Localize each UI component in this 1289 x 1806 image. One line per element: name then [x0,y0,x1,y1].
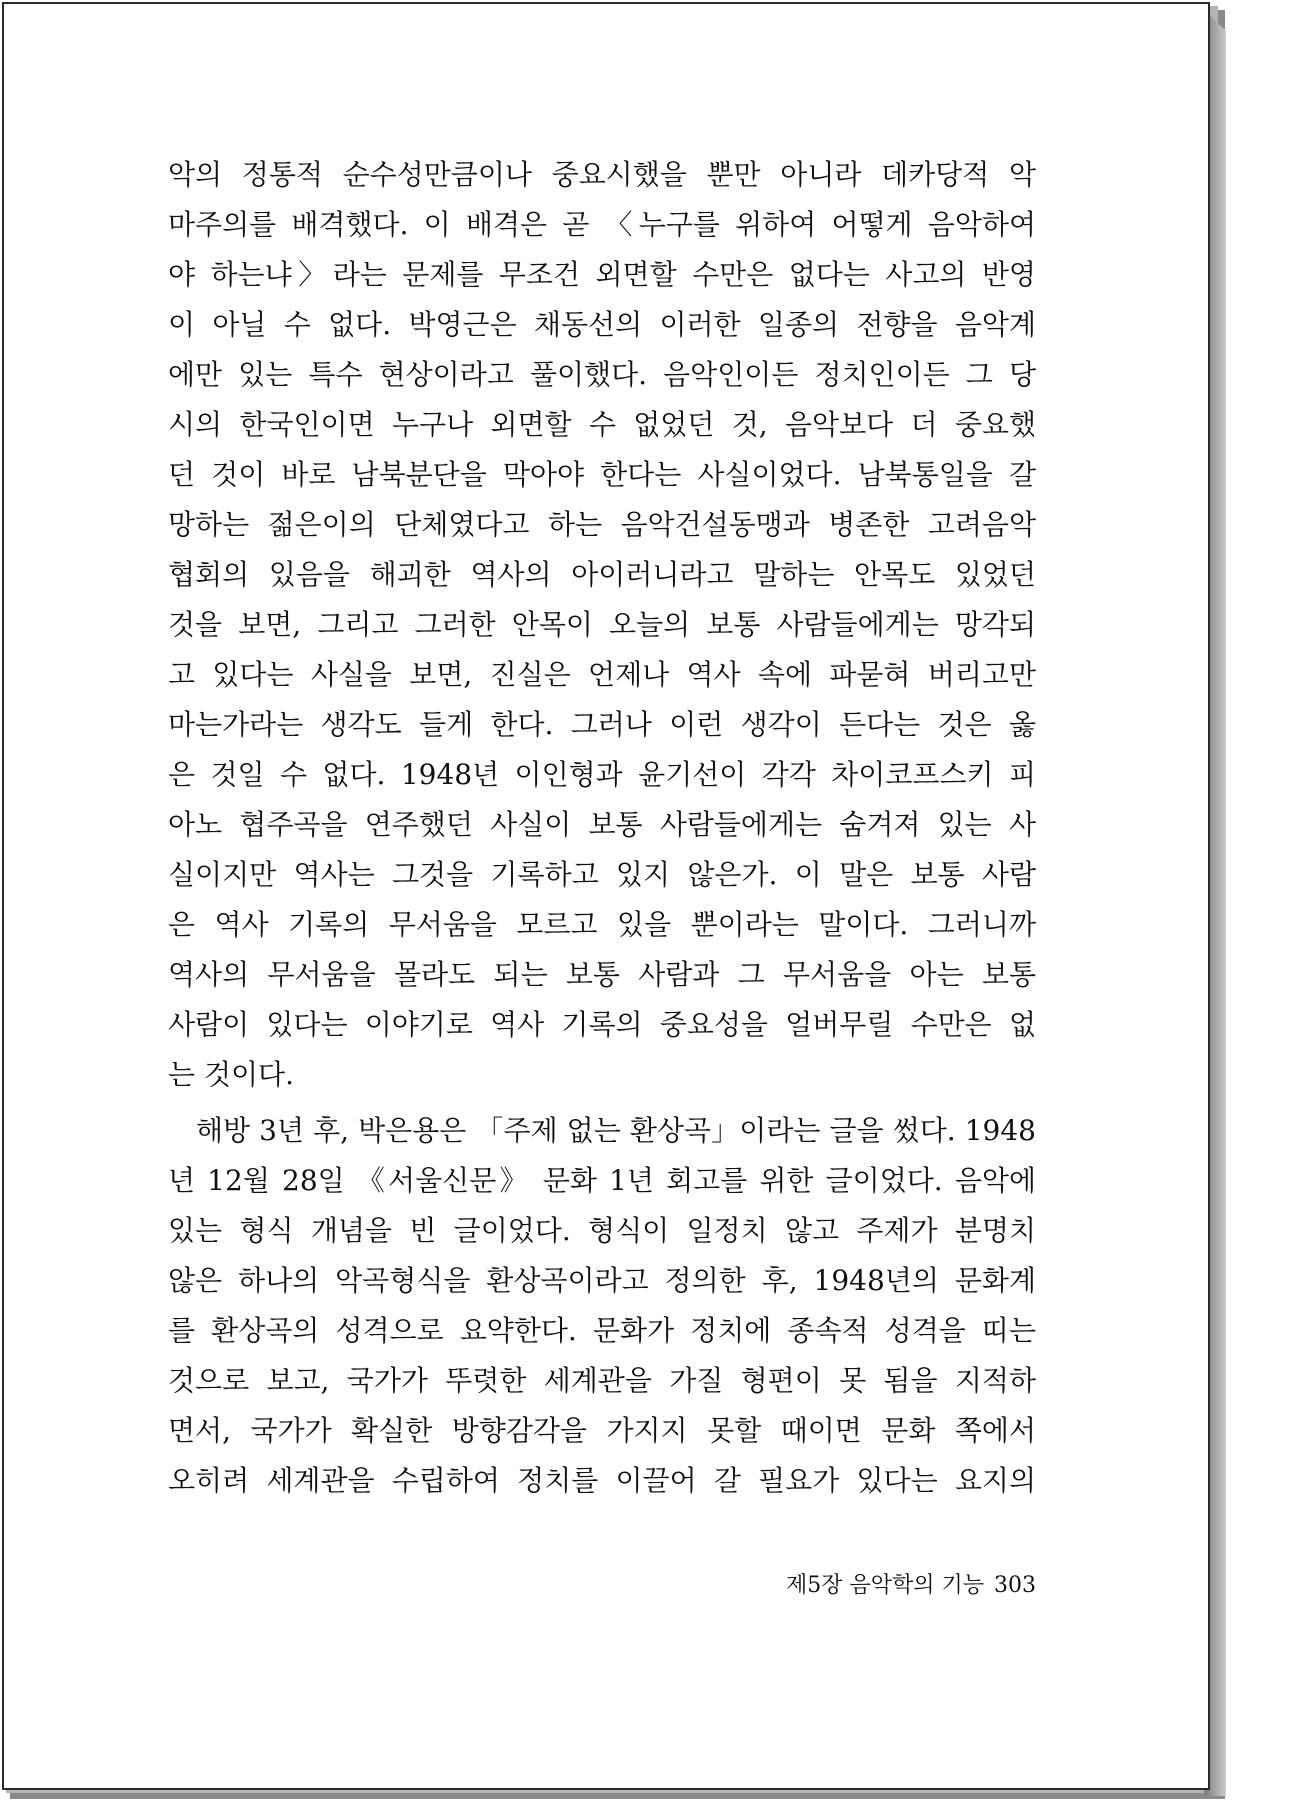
text-line: 시의 한국인이면 누구나 외면할 수 없었던 것, 음악보다 더 중요했 [168,408,1036,441]
chapter-title: 제5장 음악학의 기능 [786,1573,984,1598]
text-line: 년 12월 28일 《서울신문》 문화 1년 회고를 위한 글이었다. 음악에 [168,1164,1036,1197]
text-line: 사람이 있다는 이야기로 역사 기록의 중요성을 얼버무릴 수만은 없 [168,1008,1036,1041]
text-line: 를 환상곡의 성격으로 요약한다. 문화가 정치에 종속적 성격을 띠는 [168,1314,1036,1347]
text-line: 실이지만 역사는 그것을 기록하고 있지 않은가. 이 말은 보통 사람 [168,858,1036,891]
text-line: 면서, 국가가 확실한 방향감각을 가지지 못할 때이면 문화 쪽에서 [168,1414,1036,1447]
body-text [168,150,1036,1506]
paragraph-2 [168,1106,1036,1506]
text-line: 에만 있는 특수 현상이라고 풀이했다. 음악인이든 정치인이든 그 당 [168,358,1036,391]
text-line: 역사의 무서움을 몰라도 되는 보통 사람과 그 무서움을 아는 보통 [168,958,1036,991]
text-line: 고 있다는 사실을 보면, 진실은 언제나 역사 속에 파묻혀 버리고만 [168,658,1036,691]
text-line: 이 아닐 수 없다. 박영근은 채동선의 이러한 일종의 전향을 음악계 [168,308,1036,341]
paragraph-1 [168,150,1036,1100]
text-line: 는 것이다. [168,1058,294,1091]
text-line: 마주의를 배격했다. 이 배격은 곧 〈누구를 위하여 어떻게 음악하여 [168,208,1036,241]
text-line: 있는 형식 개념을 빈 글이었다. 형식이 일정치 않고 주제가 분명치 [168,1214,1036,1247]
text-line: 것을 보면, 그리고 그러한 안목이 오늘의 보통 사람들에게는 망각되 [168,608,1036,641]
text-line: 오히려 세계관을 수립하여 정치를 이끌어 갈 필요가 있다는 요지의 [168,1464,1036,1497]
text-line: 악의 정통적 순수성만큼이나 중요시했을 뿐만 아니라 데카당적 악 [168,158,1036,191]
page-number: 303 [994,1573,1036,1598]
text-line: 아노 협주곡을 연주했던 사실이 보통 사람들에게는 숨겨져 있는 사 [168,808,1036,841]
running-footer [740,1568,1036,1599]
text-line: 협회의 있음을 해괴한 역사의 아이러니라고 말하는 안목도 있었던 [168,558,1036,591]
text-line: 마는가라는 생각도 들게 한다. 그러나 이런 생각이 든다는 것은 옳 [168,708,1036,741]
text-line: 은 역사 기록의 무서움을 모르고 있을 뿐이라는 말이다. 그러니까 [168,908,1036,941]
text-line: 않은 하나의 악곡형식을 환상곡이라고 정의한 후, 1948년의 문화계 [168,1264,1036,1297]
text-line: 해방 3년 후, 박은용은 「주제 없는 환상곡」이라는 글을 썼다. 1948 [196,1114,1036,1147]
text-line: 은 것일 수 없다. 1948년 이인형과 윤기선이 각각 차이코프스키 피 [168,758,1036,791]
text-line: 던 것이 바로 남북분단을 막아야 한다는 사실이었다. 남북통일을 갈 [168,458,1036,491]
text-line: 야 하는냐〉라는 문제를 무조건 외면할 수만은 없다는 사고의 반영 [168,258,1036,291]
text-line: 것으로 보고, 국가가 뚜렷한 세계관을 가질 형편이 못 됨을 지적하 [168,1364,1036,1397]
text-line: 망하는 젊은이의 단체였다고 하는 음악건설동맹과 병존한 고려음악 [168,508,1036,541]
